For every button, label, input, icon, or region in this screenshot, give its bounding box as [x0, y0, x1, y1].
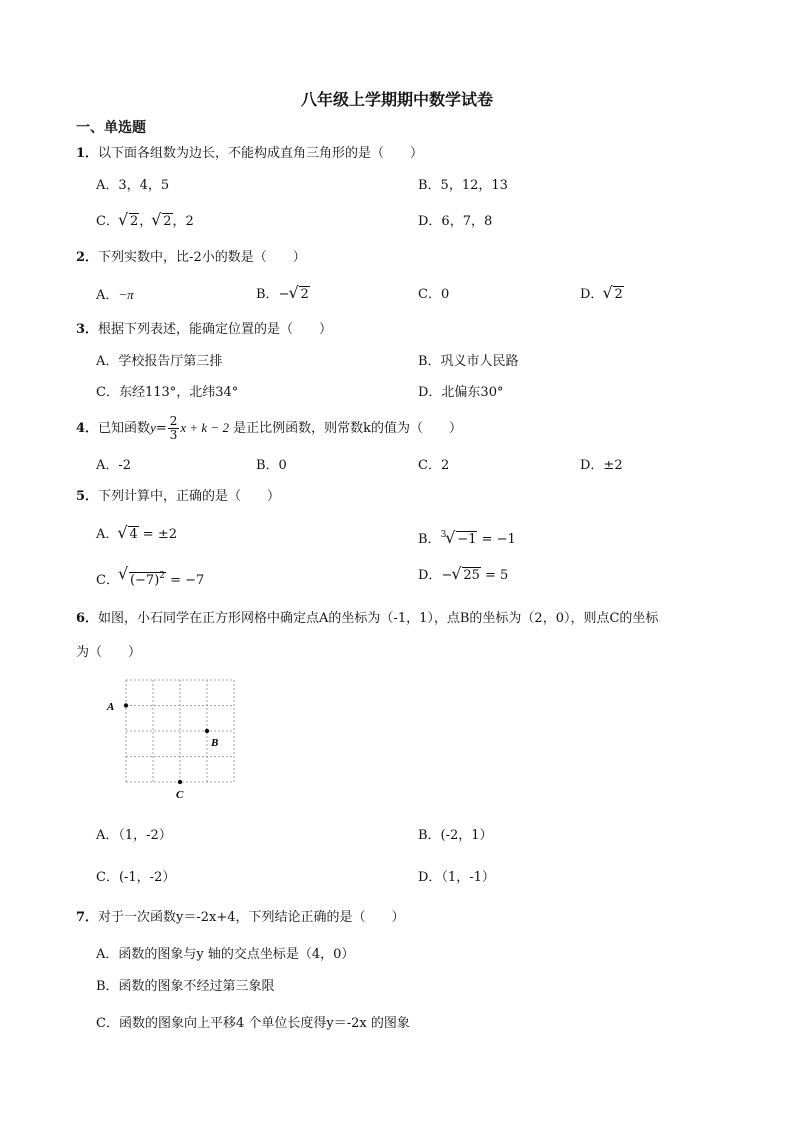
root-index: 3 — [440, 530, 447, 540]
question-3 — [76, 322, 332, 338]
q5-option-a — [96, 527, 177, 543]
question-number: 4． — [76, 421, 99, 436]
option-label: B． — [418, 532, 441, 547]
paper-title: 八年级上学期期中数学试卷 — [300, 90, 493, 109]
option-label: A． — [96, 288, 119, 303]
sqrt-expression — [289, 287, 309, 303]
label-a: A — [107, 701, 115, 713]
q2-option-c: C．0 — [418, 287, 450, 302]
fraction-numerator: 2 — [169, 414, 178, 428]
q3-option-a: A．学校报告厅第三排 — [96, 354, 223, 369]
exponent: 2 — [159, 571, 165, 581]
question-stem: 下列实数中，比-2小的数是（ ） — [98, 250, 306, 265]
point-b — [205, 729, 209, 733]
function-rest: x + k − 2 — [180, 420, 229, 435]
q5-option-d — [418, 568, 508, 584]
radicand: 2 — [163, 214, 172, 229]
q5-option-b — [418, 527, 516, 548]
option-label: D． — [418, 568, 442, 583]
sqrt-expression — [119, 568, 166, 589]
coordinate-grid-figure — [100, 672, 250, 807]
radicand: −1 — [457, 532, 477, 547]
q1-option-d: D．6，7，8 — [418, 214, 493, 229]
equals-sign: = — [155, 421, 167, 436]
option-tail: = −1 — [477, 532, 516, 547]
sqrt-expression — [152, 214, 172, 230]
q3-option-b: B．巩义市人民路 — [418, 354, 519, 369]
question-5 — [76, 489, 280, 505]
question-stem: 以下面各组数为边长，不能构成直角三角形的是（ ） — [98, 146, 424, 161]
label-b: B — [211, 737, 219, 749]
question-stem-pre: 已知函数 — [98, 421, 151, 436]
minus-sign: − — [278, 287, 290, 302]
q1-option-a: A．3，4，5 — [96, 178, 170, 193]
fraction-denominator: 3 — [169, 428, 178, 442]
radicand: 2 — [129, 214, 139, 229]
section-heading: 一、单选题 — [76, 120, 146, 136]
question-number: 7． — [76, 910, 99, 925]
fraction — [168, 415, 180, 442]
question-1 — [76, 146, 423, 162]
q7-option-a: A．函数的图象与y 轴的交点坐标是（4，0） — [96, 947, 355, 962]
q1-option-c — [96, 214, 194, 230]
radicand: 2 — [300, 287, 309, 302]
option-label: D． — [580, 287, 604, 302]
point-c — [178, 780, 182, 784]
q3-option-d: D．北偏东30° — [418, 385, 504, 400]
option-value: −π — [118, 287, 134, 302]
question-number: 2． — [76, 250, 99, 265]
radicand: 25 — [463, 568, 480, 583]
question-stem: 如图，小石同学在正方形网格中确定点A的坐标为（-1，1），点B的坐标为（2，0），则点C的坐标 — [98, 611, 659, 626]
separator: ， — [139, 214, 153, 229]
q2-option-b — [256, 287, 310, 303]
sqrt-expression — [603, 287, 623, 303]
q4-option-b: B．0 — [256, 458, 287, 473]
question-number: 1． — [76, 146, 99, 161]
question-number: 6． — [76, 611, 99, 626]
option-label: C． — [96, 214, 119, 229]
function-y: y — [150, 420, 156, 435]
question-stem: 对于一次函数y＝-2x+4，下列结论正确的是（ ） — [98, 910, 405, 925]
option-tail: ，2 — [172, 214, 194, 229]
question-number: 5． — [76, 489, 99, 504]
q2-option-d — [580, 287, 624, 303]
radicand: 2 — [614, 287, 623, 302]
q6-option-c: C．(-1，-2） — [96, 870, 176, 885]
question-6-line-1 — [76, 611, 658, 627]
question-stem-post: 是正比例函数，则常数k的值为（ ） — [233, 421, 463, 436]
question-stem: 根据下列表述，能确定位置的是（ ） — [98, 322, 333, 337]
option-label: B． — [256, 287, 279, 302]
sqrt-expression — [119, 214, 139, 230]
q7-option-b: B．函数的图象不经过第三象限 — [96, 979, 275, 994]
sqrt-expression — [118, 527, 138, 543]
q3-option-c: C．东经113°，北纬34° — [96, 385, 239, 400]
radicand — [129, 572, 166, 588]
label-c: C — [176, 789, 184, 801]
option-label: A． — [96, 527, 119, 542]
option-tail: = ±2 — [138, 527, 177, 542]
radicand-base: (−7) — [129, 573, 160, 588]
cube-root-expression — [446, 532, 477, 548]
q5-option-c — [96, 568, 204, 589]
q4-option-a: A．-2 — [96, 458, 132, 473]
option-label: C． — [96, 573, 119, 588]
question-2 — [76, 250, 306, 266]
q4-option-c: C．2 — [418, 458, 450, 473]
radicand: 4 — [129, 527, 138, 542]
option-tail: = −7 — [166, 573, 205, 588]
q6-option-a: A．（1，-2） — [96, 828, 172, 843]
question-4 — [76, 413, 462, 444]
q6-option-b: B．(-2，1） — [418, 828, 493, 843]
q2-option-a — [96, 287, 134, 304]
q4-option-d: D．±2 — [580, 458, 623, 473]
grid-lines — [126, 680, 234, 782]
option-tail: = 5 — [480, 568, 509, 583]
sqrt-expression — [452, 568, 481, 584]
point-a — [124, 703, 128, 707]
q6-option-d: D．（1，-1） — [418, 870, 495, 885]
question-stem: 下列计算中，正确的是（ ） — [98, 489, 281, 504]
q7-option-c: C．函数的图象向上平移4 个单位长度得y＝-2x 的图象 — [96, 1016, 410, 1031]
question-7 — [76, 910, 405, 926]
minus-sign: − — [441, 568, 453, 583]
question-6-line-2: 为（ ） — [76, 645, 142, 660]
question-number: 3． — [76, 322, 99, 337]
q1-option-b: B．5，12，13 — [418, 178, 508, 193]
